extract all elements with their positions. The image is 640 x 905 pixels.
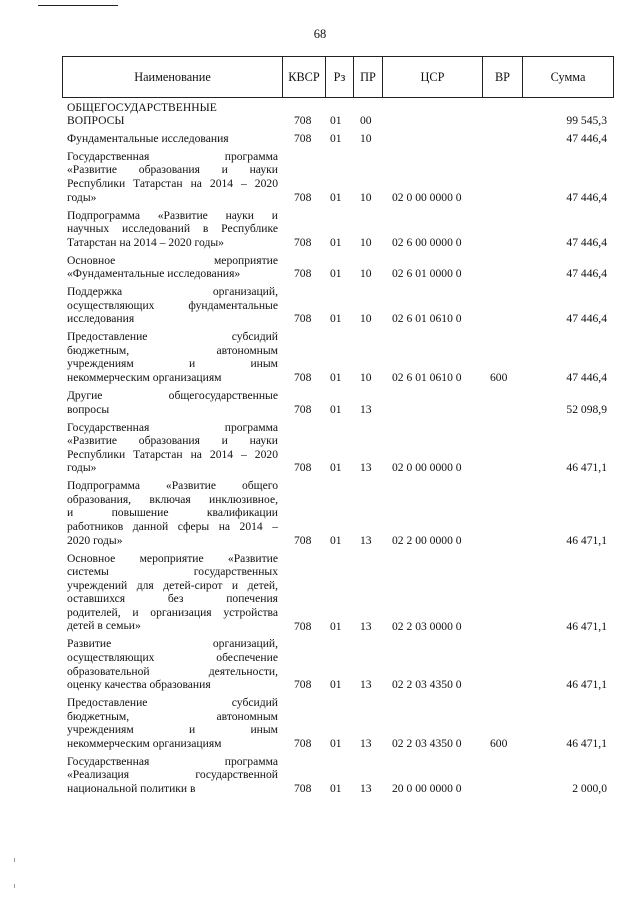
row-name-line: образования, включая инклюзивное, <box>67 492 278 506</box>
pr-cell: 13 <box>360 736 372 750</box>
csr-cell: 02 2 03 4350 0 <box>392 678 462 692</box>
table-row <box>62 132 614 146</box>
row-name <box>67 421 278 475</box>
table-row <box>62 479 614 547</box>
row-name-line: ВОПРОСЫ <box>67 114 125 128</box>
row-name-line: Другие общегосударственные <box>67 389 278 402</box>
row-name-line: ОБЩЕГОСУДАРСТВЕННЫЕ <box>67 100 217 114</box>
row-name <box>67 254 278 281</box>
table-row <box>62 755 614 796</box>
row-name-line: Республики Татарстан на 2014 – 2020 <box>67 177 278 191</box>
row-name-line: образовательной деятельности, <box>67 664 278 678</box>
row-name-line: научных исследований в Республике <box>67 222 278 236</box>
table-row <box>62 330 614 384</box>
sum-cell: 46 471,1 <box>566 619 607 633</box>
vr-cell: 600 <box>490 736 508 750</box>
table-row <box>62 209 614 250</box>
row-name-line: Основное мероприятие «Развитие <box>67 551 278 565</box>
row-name-line: учреждений для детей-сирот и детей, <box>67 578 278 592</box>
kvsr-cell: 708 <box>294 235 312 249</box>
row-name-line: годы» <box>67 190 97 204</box>
rz-cell: 01 <box>330 312 342 326</box>
kvsr-cell: 708 <box>294 114 312 128</box>
pr-cell: 10 <box>360 371 372 385</box>
rz-cell: 01 <box>330 533 342 547</box>
row-name <box>67 755 278 796</box>
row-name-line: осуществляющих фундаментальные <box>67 298 278 312</box>
sum-cell: 47 446,4 <box>566 371 607 385</box>
row-name-line: системы государственных <box>67 565 278 579</box>
row-name-line: «Фундаментальные исследования» <box>67 267 241 281</box>
kvsr-cell: 708 <box>294 782 312 795</box>
table-row <box>62 696 614 750</box>
sum-cell: 2 000,0 <box>572 782 607 795</box>
row-name <box>67 101 278 128</box>
row-name-line: бюджетным, автономным <box>67 709 278 723</box>
row-name-line: Развитие организаций, <box>67 637 278 651</box>
pr-cell: 13 <box>360 782 372 795</box>
table-row <box>62 254 614 281</box>
pr-cell: 13 <box>360 533 372 547</box>
row-name-line: родителей, и организация устройства <box>67 605 278 619</box>
sum-cell: 46 471,1 <box>566 461 607 475</box>
rz-cell: 01 <box>330 267 342 281</box>
rz-cell: 01 <box>330 402 342 416</box>
sum-cell: 99 545,3 <box>566 114 607 128</box>
row-name <box>67 552 278 634</box>
kvsr-cell: 708 <box>294 312 312 326</box>
sum-cell: 46 471,1 <box>566 736 607 750</box>
rz-cell: 01 <box>330 190 342 204</box>
pr-cell: 13 <box>360 461 372 475</box>
margin-mark <box>14 858 15 862</box>
row-name-line: «Развитие образования и науки <box>67 434 278 448</box>
csr-cell: 20 0 00 0000 0 <box>392 782 462 795</box>
margin-mark <box>14 884 15 888</box>
rz-cell: 01 <box>330 619 342 633</box>
header-sum: Сумма <box>522 57 613 97</box>
row-name-line: некоммерческим организациям <box>67 371 222 385</box>
page-number: 68 <box>313 27 327 41</box>
pr-cell: 13 <box>360 619 372 633</box>
row-name <box>67 389 278 416</box>
table-row <box>62 101 614 128</box>
sum-cell: 47 446,4 <box>566 235 607 249</box>
csr-cell: 02 6 00 0000 0 <box>392 235 462 249</box>
row-name-line: оценку качества образования <box>67 678 211 692</box>
table-row <box>62 389 614 416</box>
row-name-line: Республики Татарстан на 2014 – 2020 <box>67 447 278 461</box>
row-name <box>67 132 278 146</box>
rz-cell: 01 <box>330 736 342 750</box>
kvsr-cell: 708 <box>294 402 312 416</box>
csr-cell: 02 2 03 4350 0 <box>392 736 462 750</box>
row-name-line: Поддержка организаций, <box>67 285 278 299</box>
csr-cell: 02 2 00 0000 0 <box>392 533 462 547</box>
row-name-line: Государственная программа <box>67 754 278 768</box>
row-name-line: и повышение квалификации <box>67 506 278 520</box>
sum-cell: 52 098,9 <box>566 402 607 416</box>
kvsr-cell: 708 <box>294 132 312 145</box>
rz-cell: 01 <box>330 782 342 795</box>
table-row <box>62 150 614 204</box>
sum-cell: 47 446,4 <box>566 312 607 326</box>
kvsr-cell: 708 <box>294 461 312 475</box>
kvsr-cell: 708 <box>294 619 312 633</box>
row-name-line: бюджетным, автономным <box>67 343 278 357</box>
row-name-line: национальной политики в <box>67 781 196 795</box>
csr-cell: 02 2 03 0000 0 <box>392 619 462 633</box>
header-rz: Рз <box>325 57 353 97</box>
csr-cell: 02 6 01 0610 0 <box>392 312 462 326</box>
row-name-line: «Развитие образования и науки <box>67 163 278 177</box>
pr-cell: 10 <box>360 312 372 326</box>
row-name-line: учреждениям и иным <box>67 357 278 371</box>
row-name-line: детей в семьи» <box>67 619 141 633</box>
row-name-line: Фундаментальные исследования <box>67 132 229 145</box>
pr-cell: 10 <box>360 235 372 249</box>
kvsr-cell: 708 <box>294 736 312 750</box>
table-row <box>62 421 614 475</box>
row-name <box>67 696 278 750</box>
csr-cell: 02 6 01 0610 0 <box>392 371 462 385</box>
header-pr: ПР <box>353 57 382 97</box>
kvsr-cell: 708 <box>294 267 312 281</box>
row-name-line: Подпрограмма «Развитие общего <box>67 479 278 493</box>
rz-cell: 01 <box>330 678 342 692</box>
row-name-line: Предоставление субсидий <box>67 696 278 710</box>
table-row <box>62 285 614 326</box>
row-name-line: 2020 годы» <box>67 533 123 547</box>
row-name-line: Государственная программа <box>67 149 278 163</box>
rz-cell: 01 <box>330 235 342 249</box>
pr-cell: 13 <box>360 402 372 416</box>
sum-cell: 47 446,4 <box>566 132 607 145</box>
row-name-line: оставшихся без попечения <box>67 592 278 606</box>
header-vr: ВР <box>482 57 522 97</box>
row-name-line: учреждениям и иным <box>67 723 278 737</box>
csr-cell: 02 0 00 0000 0 <box>392 461 462 475</box>
table-header <box>62 56 614 98</box>
header-name: Наименование <box>134 69 211 84</box>
pr-cell: 10 <box>360 267 372 281</box>
row-name-line: Подпрограмма «Развитие науки и <box>67 208 278 222</box>
row-name <box>67 637 278 691</box>
kvsr-cell: 708 <box>294 533 312 547</box>
kvsr-cell: 708 <box>294 678 312 692</box>
kvsr-cell: 708 <box>294 190 312 204</box>
row-name-line: работников данной сферы на 2014 – <box>67 519 278 533</box>
rz-cell: 01 <box>330 461 342 475</box>
row-name-line: Татарстан на 2014 – 2020 годы» <box>67 235 224 249</box>
sum-cell: 46 471,1 <box>566 533 607 547</box>
csr-cell: 02 6 01 0000 0 <box>392 267 462 281</box>
table-row <box>62 552 614 634</box>
row-name-line: Основное мероприятие <box>67 253 278 267</box>
row-name <box>67 150 278 204</box>
table-row <box>62 637 614 691</box>
row-name-line: Государственная программа <box>67 420 278 434</box>
row-name <box>67 479 278 547</box>
pr-cell: 10 <box>360 190 372 204</box>
row-name-line: некоммерческим организациям <box>67 736 222 750</box>
csr-cell: 02 0 00 0000 0 <box>392 190 462 204</box>
row-name-line: «Реализация государственной <box>67 768 278 782</box>
row-name-line: годы» <box>67 461 97 475</box>
pr-cell: 10 <box>360 132 372 145</box>
rz-cell: 01 <box>330 132 342 145</box>
pr-cell: 13 <box>360 678 372 692</box>
row-name <box>67 209 278 250</box>
sum-cell: 46 471,1 <box>566 678 607 692</box>
rz-cell: 01 <box>330 114 342 128</box>
row-name-line: исследования <box>67 312 135 326</box>
vr-cell: 600 <box>490 371 508 385</box>
header-csr: ЦСР <box>382 57 482 97</box>
row-name-line: осуществляющих обеспечение <box>67 650 278 664</box>
row-name-line: Предоставление субсидий <box>67 330 278 344</box>
pr-cell: 00 <box>360 114 372 128</box>
top-rule <box>38 5 118 6</box>
sum-cell: 47 446,4 <box>566 267 607 281</box>
rz-cell: 01 <box>330 371 342 385</box>
sum-cell: 47 446,4 <box>566 190 607 204</box>
row-name <box>67 285 278 326</box>
kvsr-cell: 708 <box>294 371 312 385</box>
row-name-line: вопросы <box>67 402 110 416</box>
row-name <box>67 330 278 384</box>
header-kvsr: КВСР <box>282 57 325 97</box>
